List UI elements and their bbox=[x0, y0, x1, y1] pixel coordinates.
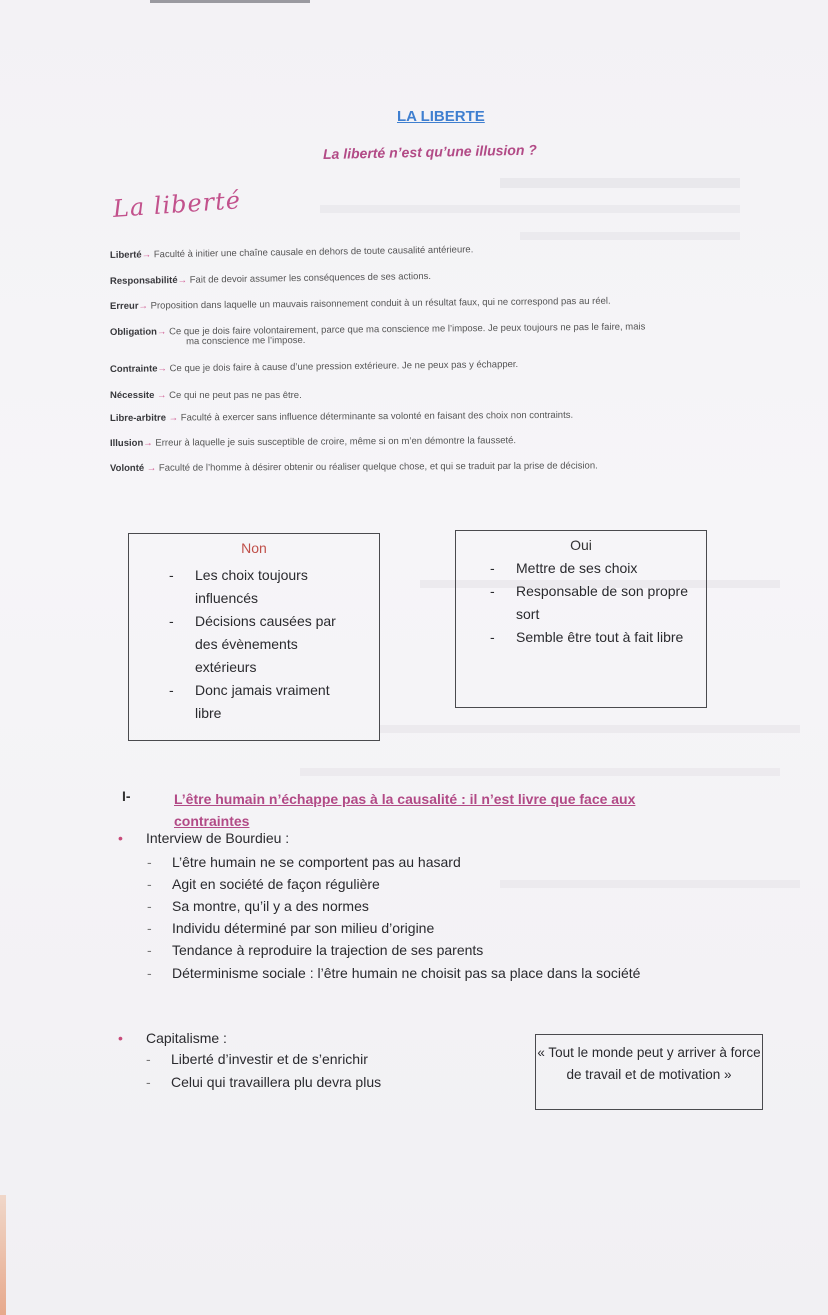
definition-item bbox=[110, 390, 302, 401]
arrow-icon: → bbox=[138, 300, 149, 312]
definition-item bbox=[110, 271, 431, 287]
capitalisme-label: Capitalisme : bbox=[146, 1030, 227, 1046]
definition-item bbox=[110, 321, 646, 348]
definition-item bbox=[110, 410, 573, 424]
definition-text: Fait de devoir assumer les conséquences de ses actions. bbox=[189, 270, 432, 286]
show-through bbox=[380, 725, 800, 733]
box-non-list bbox=[169, 564, 359, 725]
box-oui-title: Oui bbox=[570, 537, 592, 553]
show-through bbox=[500, 178, 740, 188]
bullet-icon: • bbox=[118, 830, 123, 846]
quote-text: « Tout le monde peut y arriver à force de travail et de motivation » bbox=[537, 1045, 761, 1082]
definition-text: Ce que je dois faire à cause d’une pression extérieure. Je ne peux pas y échapper. bbox=[169, 359, 519, 375]
definition-term: Erreur bbox=[109, 300, 139, 312]
definition-item bbox=[110, 296, 611, 312]
definition-term: Obligation bbox=[109, 326, 157, 338]
box-oui-list bbox=[490, 557, 690, 649]
list-item: - Décisions causées par des évènements extérieurs bbox=[169, 613, 336, 675]
arrow-icon: → bbox=[143, 437, 153, 449]
section-title: L’être humain n’échappe pas à la causalité : il n’est livre que face aux contraintes bbox=[174, 791, 636, 829]
definition-text: Faculté de l’homme à désirer obtenir ou réaliser quelque chose, et qui se traduit par la prise de décision. bbox=[158, 460, 598, 474]
quote-box bbox=[535, 1034, 763, 1110]
box-oui bbox=[455, 530, 707, 708]
definition-text-continued: ma conscience me l’impose. bbox=[185, 334, 306, 348]
box-non-title: Non bbox=[241, 540, 267, 556]
definition-term: Nécessite bbox=[110, 390, 155, 401]
show-through bbox=[320, 205, 740, 213]
bourdieu-label: Interview de Bourdieu : bbox=[146, 830, 290, 846]
definition-item bbox=[110, 460, 598, 474]
section-number: I- bbox=[122, 788, 131, 804]
arrow-icon: → bbox=[177, 274, 188, 286]
definition-term: Responsabilité bbox=[109, 274, 178, 287]
show-through bbox=[520, 232, 740, 240]
list-item: - Semble être tout à fait libre bbox=[490, 629, 684, 645]
page-shadow bbox=[0, 1195, 6, 1315]
definition-text: Faculté à initier une chaîne causale en dehors de toute causalité antérieure. bbox=[153, 244, 474, 261]
notebook-page: LA LIBERTE La liberté n’est qu’une illusion ? La liberté Liberté→ Faculté à initier une chaîne causale en dehors de toute causalité antérieure. Responsabilité→ Fait de devoir assumer les conséquences de ses actions. Erreur→ Proposition dans laquelle un mauvais raisonnement conduit à un résultat faux, qui ne correspond pas au réel. Obligation→ Ce que je dois faire volontairement, parce que ma conscience me l’impose. Je peux toujours ne pas le faire, mais ma conscience me l’impose. Contrainte→ Ce que je dois faire à cause d’une pression extérieure. Je ne peux pas y échapper. Nécessite → Ce qui ne peut pas ne pas être. Libre-arbitre → Faculté à exercer sans influence déterminante sa volonté en faisant des choix non contraints. Illusion→ Erreur à laquelle je suis susceptible de croire, même si on m’en démontre la fausseté. Volonté → Faculté de l’homme à désirer obtenir ou réaliser quelque chose, et qui se traduit par la prise de décision. Non - Les choix toujours influencés - Décisions causées par des évènements extérieurs - Donc jamais vraiment libre Oui - Mettre de ses choix - Responsable de son propre sort - Semble être tout à fait libre I- L’être humain n’échappe pas à la causalité : il n’est livre que face aux contraintes • Interview de Bourdieu : - L’être humain ne se comportent pas au hasard - Agit en société de façon régulière - Sa montre, qu’il y a des normes - Individu déterminé par son milieu d’origine - Tendance à reproduire la trajection de ses parents - Déterminisme sociale : l’être humain ne choisit pas sa place dans la société • Capitalisme : - Liberté d’investir et de s’enrichir - Celui qui travaillera plu devra plus « Tout le monde peut y arriver à force de travail et de motivation » bbox=[0, 0, 828, 1315]
list-item: - Mettre de ses choix bbox=[490, 560, 638, 576]
definition-text: Faculté à exercer sans influence déterminante sa volonté en faisant des choix non contraints. bbox=[180, 409, 574, 424]
page-title: LA LIBERTE bbox=[397, 108, 485, 125]
arrow-icon: → bbox=[146, 462, 157, 474]
page-question: La liberté n’est qu’une illusion ? bbox=[322, 141, 538, 162]
definition-text: Ce que je dois faire volontairement, parce que ma conscience me l’impose. Je peux toujours ne pas le faire, mais bbox=[168, 321, 646, 338]
list-item: - Donc jamais vraiment libre bbox=[169, 682, 330, 721]
arrow-icon: → bbox=[157, 363, 168, 375]
definition-item bbox=[110, 359, 518, 375]
show-through bbox=[300, 768, 780, 776]
definition-term: Contrainte bbox=[109, 363, 158, 375]
definition-text: Ce qui ne peut pas ne pas être. bbox=[169, 390, 302, 401]
arrow-icon: → bbox=[168, 412, 179, 424]
show-through bbox=[500, 880, 800, 888]
list-item: - Responsable de son propre sort bbox=[490, 583, 689, 622]
script-heading: La liberté bbox=[112, 186, 242, 223]
arrow-icon: → bbox=[141, 249, 152, 261]
list-item: - Les choix toujours influencés bbox=[169, 567, 308, 606]
page-edge bbox=[150, 0, 310, 3]
definition-term: Liberté bbox=[109, 249, 142, 261]
arrow-icon: → bbox=[157, 390, 167, 401]
definition-term: Libre-arbitre bbox=[109, 412, 167, 424]
definition-item bbox=[110, 244, 473, 261]
bullet-icon: • bbox=[118, 1030, 123, 1046]
definition-term: Volonté bbox=[109, 462, 145, 474]
arrow-icon: → bbox=[156, 326, 167, 338]
definition-term: Illusion bbox=[109, 437, 144, 449]
definition-text: Proposition dans laquelle un mauvais raisonnement conduit à un résultat faux, qui ne correspond pas au réel. bbox=[150, 295, 611, 312]
definition-text: Erreur à laquelle je suis susceptible de croire, même si on m’en démontre la fausseté. bbox=[155, 435, 517, 449]
definition-item bbox=[110, 435, 516, 449]
box-non bbox=[128, 533, 380, 741]
